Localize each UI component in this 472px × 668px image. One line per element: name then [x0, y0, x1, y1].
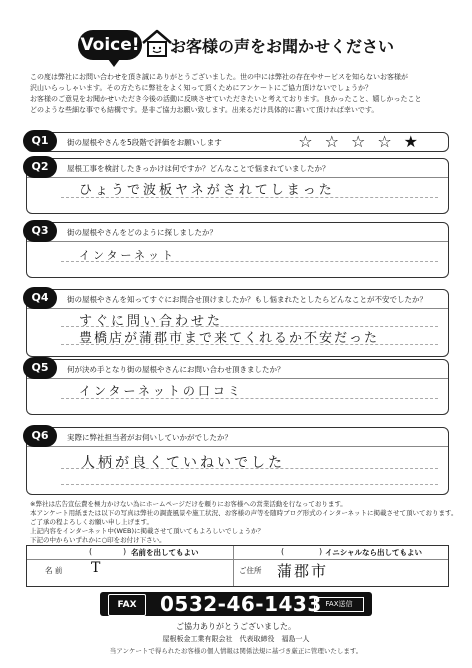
choice-close: ) [319, 547, 323, 556]
question-text: 何が決め手となり街の屋根やさんにお問い合わせ頂きましたか？ [67, 364, 285, 374]
choice-open[interactable]: ( [89, 547, 93, 556]
voice-badge: Voice! [78, 30, 142, 60]
question-text: 街の屋根やさんを知ってすぐにお問合せ頂けましたか？もし悩まれたとしたらどんなことが不安でしたか？ [67, 294, 427, 304]
question-number: Q4 [23, 287, 57, 309]
address-label: ご住所 [239, 566, 262, 575]
question-q3 [26, 222, 449, 278]
question-number: Q5 [23, 357, 57, 379]
thanks-text: ご協力ありがとうございました。 [176, 622, 296, 631]
question-text: 実際に弊社担当者がお伺いしていかがでしたか？ [67, 432, 232, 442]
note-line: 本アンケート用紙または以下の写真は弊社の調査風景や施工状況、お客様の声等を随時ブログ形式のインターネットに掲載させて頂いております。 [30, 509, 458, 517]
publish-choice-row [27, 546, 448, 560]
note-line: 下記の中からいずれかに○印をお付け下さい。 [30, 536, 166, 544]
answer-text: 人柄が良くていねいでした [81, 455, 285, 471]
question-q4 [26, 289, 449, 357]
question-text: 街の屋根やさんをどのように探しましたか？ [67, 227, 217, 237]
fax-icon: FAX [108, 594, 146, 616]
initial-ok-option: イニシャルなら出してもよい [325, 548, 423, 557]
question-number: Q2 [23, 156, 57, 178]
rating-stars: ☆☆☆☆★ [298, 132, 430, 151]
answer-text: インターネット [79, 249, 177, 262]
page-title: お客様の声をお聞かせください [170, 37, 395, 56]
question-number: Q6 [23, 425, 57, 447]
note-line: ご了承の程よろしくお願い申し上げます。 [30, 518, 153, 526]
name-form [26, 545, 449, 587]
question-q6 [26, 427, 449, 495]
question-q1 [26, 132, 449, 152]
question-q2 [26, 158, 449, 214]
question-q5 [26, 359, 449, 415]
fax-bar [100, 592, 372, 616]
answer-text: インターネットの口コミ [79, 384, 243, 398]
note-line: 上記内容をインターネット中(WEB)に掲載させて頂いてもよろしいでしょうか？ [30, 527, 264, 535]
name-ok-option: 名前を出してもよい [131, 548, 199, 557]
answer-text: ひょうで波板ヤネがされてしまった [79, 183, 335, 198]
intro-line: お客様のご意見をお聞かせいただき今後の活動に反映させていただきたいと考えております。良かったこと、嬉しかったこと [30, 95, 422, 103]
intro-line: どのような些細な事でも結構です。是非ご協力お願い致します。出来るだけ具体的に書いて頂ければ幸いです。 [30, 106, 379, 114]
intro-line: 沢山いらっしゃいます。その方たちに弊社をよく知って頂くためにアンケートにご協力頂けないでしょうか？ [30, 84, 373, 92]
privacy-note: 当アンケートで得られたお客様の個人情報は関係法規に基づき厳正に管理いたします。 [109, 647, 363, 655]
name-label: 名 前 [45, 566, 63, 575]
choice-open[interactable]: ( [281, 547, 285, 556]
fax-send-label: FAX送信 [314, 597, 364, 612]
address-field[interactable]: 蒲郡市 [277, 562, 329, 580]
question-number: Q1 [23, 130, 57, 152]
question-text: 屋根工事を検討したきっかけは何ですか？どんなことで悩まれていましたか？ [67, 163, 330, 173]
answer-text: すぐに問い合わせた [79, 314, 224, 329]
choice-close: ) [123, 547, 127, 556]
name-field[interactable]: T [91, 560, 103, 576]
fax-number: 0532-46-1433 [160, 592, 322, 616]
question-text: 街の屋根やさんを5段階で評価をお願いします [67, 137, 222, 147]
note-line: ※弊社は広告宣伝費を極力かけない為にホームページだけを頼りにお客様への営業活動を行なっております。 [30, 500, 347, 508]
house-icon [140, 26, 174, 60]
question-number: Q3 [23, 220, 57, 242]
answer-text: 豊橋店が蒲郡市まで来てくれるか不安だった [79, 331, 380, 346]
intro-line: この度は弊社にお問い合わせを頂き誠にありがとうございました。世の中には弊社の存在やサービスを知らないお客様が [30, 73, 408, 81]
company-name: 屋根板金工業有限会社 代表取締役 福島一人 [162, 635, 310, 643]
intro-text [30, 72, 446, 116]
